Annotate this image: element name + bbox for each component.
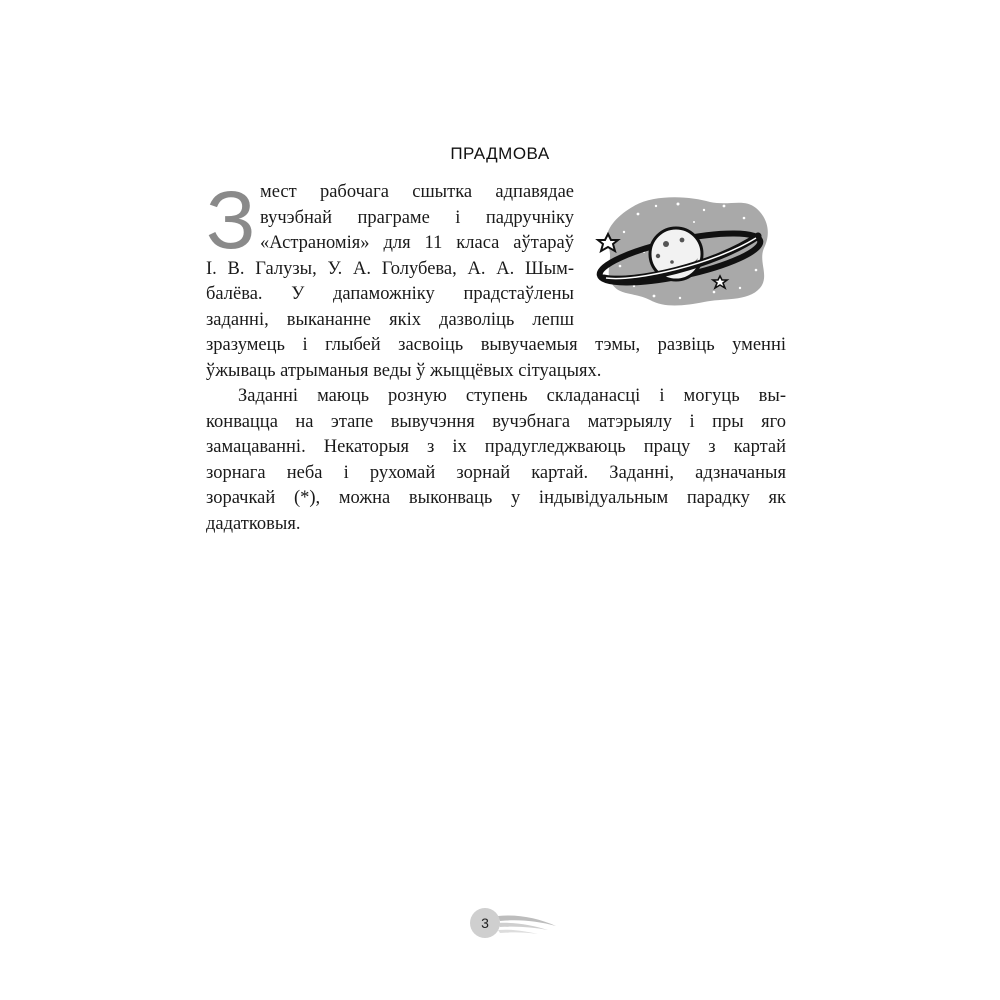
text-line: дадатковыя. <box>206 513 301 534</box>
text-line: зразумець і глыбей засвоіць вывучаемыя тэмы, развіць уменні <box>206 335 786 355</box>
text-line: зорнага неба і рухомай зорнай картай. Заданні, адзначаныя <box>206 462 786 483</box>
text-line: заданні, выкананне якіх дазволіць лепш <box>206 309 574 330</box>
text-line: мест рабочага сшытка адпавядае <box>260 182 574 202</box>
text-line: балёва. У дапаможніку прадстаўлены <box>206 284 574 304</box>
text-line: ўжываць атрыманыя веды ў жыццёвых сітуацыях. <box>206 360 602 381</box>
drop-cap: З <box>206 175 256 266</box>
page-number-badge <box>468 906 568 940</box>
page-number: 3 <box>470 908 500 938</box>
text-line: І. В. Галузы, У. А. Голубева, А. А. Шым- <box>206 258 574 279</box>
paragraph-2 <box>206 384 786 537</box>
text-line: Заданні маюць розную ступень складанасці і могуць вы- <box>238 386 786 406</box>
saturn-planet-illustration <box>594 192 772 308</box>
page-title: ПРАДМОВА <box>450 144 550 163</box>
text-line: «Астраномія» для 11 класа аўтараў <box>260 233 574 253</box>
text-line: конвацца на этапе вывучэння вучэбнага матэрыялу і пры яго <box>206 411 786 432</box>
text-line: вучэбнай праграме і падручніку <box>260 207 574 228</box>
text-line: зорачкай (*), можна выконваць у індывідуальным парадку як <box>206 488 786 508</box>
text-line: замацаванні. Некаторыя з іх прадугледжваюць працу з картай <box>206 437 786 457</box>
